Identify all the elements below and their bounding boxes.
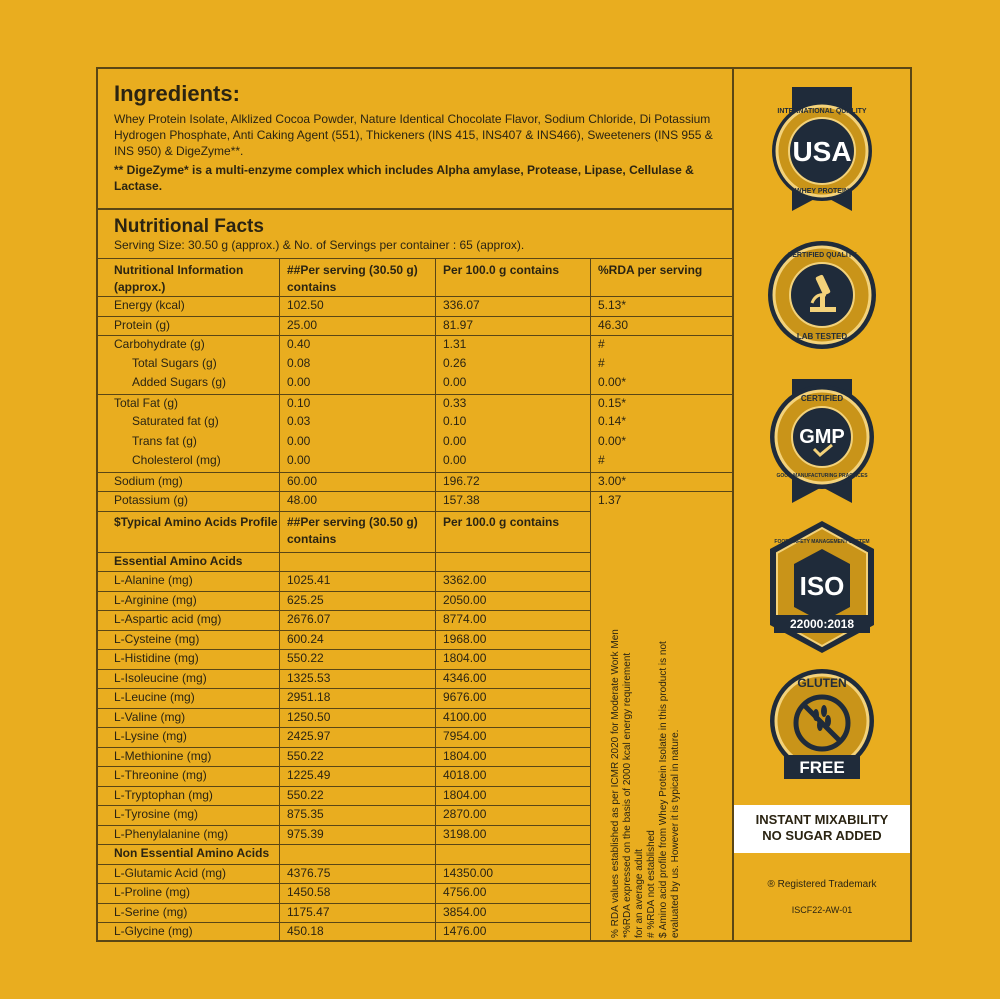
- iso-badge-top: FOOD SAFETY MANAGEMENT SYSTEM: [774, 539, 870, 545]
- nutrient-name: Potassium (g): [98, 491, 279, 511]
- amino-acid-value: 1175.47: [279, 903, 435, 923]
- table-header-2: ##Per serving (30.50 g) contains: [279, 258, 435, 296]
- nutrient-value: 0.33: [435, 394, 590, 414]
- nutrient-value: 0.00: [287, 375, 311, 389]
- claim-no-sugar-added: NO SUGAR ADDED: [762, 828, 882, 843]
- amino-acid-name: L-Lysine (mg): [98, 727, 279, 747]
- amino-acid-value: 1225.49: [279, 766, 435, 786]
- amino-acid-name: L-Serine (mg): [98, 903, 279, 923]
- rda-footnotes: [610, 629, 682, 938]
- amino-acid-value: 1804.00: [435, 747, 590, 767]
- nutrient-value: 25.00: [279, 316, 435, 336]
- amino-acid-value: 2050.00: [435, 591, 590, 611]
- nutrient-value: 0.00: [443, 433, 467, 448]
- amino-acid-value: 3198.00: [435, 825, 590, 845]
- nutrient-value: 48.00: [279, 491, 435, 511]
- nutrient-value: 46.30: [590, 316, 732, 336]
- amino-acid-value: 1325.53: [279, 669, 435, 689]
- amino-acid-name: L-Proline (mg): [98, 883, 279, 903]
- amino-acid-name: L-Glycine (mg): [98, 922, 279, 942]
- column-divider: [279, 258, 280, 942]
- footnote-line: # %RDA not established: [646, 829, 657, 938]
- nutrient-value: 0.03: [287, 414, 311, 428]
- amino-acid-value: 1250.50: [279, 708, 435, 728]
- batch-code: ISCF22-AW-01: [791, 905, 853, 915]
- nutrient-value: 0.00*: [598, 375, 627, 389]
- amino-acid-name: L-Glutamic Acid (mg): [98, 864, 279, 884]
- nutrient-name: Energy (kcal): [98, 296, 279, 316]
- amino-acid-value: 1025.41: [279, 571, 435, 591]
- column-divider: [590, 258, 591, 511]
- gmp-badge-top: CERTIFIED: [800, 394, 844, 403]
- amino-acid-name: L-Alanine (mg): [98, 571, 279, 591]
- gluten-badge-top: GLUTEN: [797, 676, 847, 690]
- nutrient-value: 81.97: [435, 316, 590, 336]
- nutrient-value: 102.50: [279, 296, 435, 316]
- lab-badge-top: CERTIFIED QUALITY: [787, 252, 857, 259]
- amino-acid-value: 600.24: [279, 630, 435, 650]
- nutrient-value: 0.00*: [598, 433, 627, 448]
- nutrition-table: [98, 258, 732, 940]
- amino-acid-value: 4756.00: [435, 883, 590, 903]
- table-header-4: %RDA per serving: [590, 258, 732, 296]
- amino-acid-value: 1968.00: [435, 630, 590, 650]
- nutrient-value: #: [598, 453, 605, 467]
- amino-acid-value: 3854.00: [435, 903, 590, 923]
- ingredients-section: [98, 69, 732, 210]
- amino-acid-value: 1804.00: [435, 649, 590, 669]
- table-header-3: Per 100.0 g contains: [435, 258, 590, 296]
- nutrient-value: 0.10: [279, 394, 435, 414]
- amino-acid-name: L-Histidine (mg): [98, 649, 279, 669]
- usa-whey-protein-badge: [764, 83, 880, 215]
- nutrient-value: 0.00: [287, 453, 311, 467]
- usa-badge-main: USA: [792, 136, 852, 167]
- nutrient-name: Total Sugars (g): [132, 355, 217, 370]
- ingredients-title: Ingredients:: [114, 81, 240, 106]
- nutrient-name: Trans fat (g): [132, 433, 197, 448]
- amino-header-2: ##Per serving (30.50 g) contains: [279, 511, 435, 552]
- claims-box: [734, 805, 910, 853]
- usa-badge-top: INTERNATIONAL QUALITY: [777, 108, 867, 115]
- registered-trademark: ® Registered Trademark: [767, 879, 877, 890]
- amino-acid-value: 4100.00: [435, 708, 590, 728]
- amino-acid-value: 2951.18: [279, 688, 435, 708]
- essential-amino-acids-label: Essential Amino Acids: [98, 552, 590, 572]
- amino-acid-value: 4018.00: [435, 766, 590, 786]
- amino-acid-name: L-Methionine (mg): [98, 747, 279, 767]
- amino-header-1: $Typical Amino Acids Profile: [98, 511, 279, 552]
- footnote-line: % RDA values established as per ICMR 2020 for Moderate Work Men: [610, 628, 621, 938]
- amino-acid-value: 975.39: [279, 825, 435, 845]
- usa-badge-bottom: WHEY PROTEIN: [795, 188, 849, 195]
- column-divider: [590, 511, 591, 942]
- gluten-free-badge: [764, 665, 880, 787]
- amino-acid-value: 4376.75: [279, 864, 435, 884]
- claim-instant-mixability: INSTANT MIXABILITY: [755, 812, 889, 827]
- nutrient-value: 0.00: [443, 453, 467, 467]
- nutrient-value: 0.26: [443, 355, 467, 370]
- column-divider: [435, 258, 436, 942]
- footnote-line: *%RDA expressed on the basis of 2000 kcal energy requirement: [622, 652, 633, 938]
- nutrient-name: Saturated fat (g): [132, 414, 219, 428]
- nutrient-value: 196.72: [435, 472, 590, 492]
- amino-acid-value: 875.35: [279, 805, 435, 825]
- iso-badge-main: ISO: [799, 571, 845, 601]
- nutrient-value: 0.40: [279, 335, 435, 355]
- footnote-line: $ Amino acid profile from Whey Protein Isolate in this product is not: [658, 640, 669, 938]
- amino-acid-value: 1476.00: [435, 922, 590, 942]
- amino-acid-value: 550.22: [279, 649, 435, 669]
- amino-acid-name: L-Leucine (mg): [98, 688, 279, 708]
- amino-acid-name: L-Cysteine (mg): [98, 630, 279, 650]
- nutrient-name: Added Sugars (g): [132, 375, 227, 389]
- amino-acid-name: L-Arginine (mg): [98, 591, 279, 611]
- nutrient-value: 1.37: [590, 491, 732, 511]
- amino-acid-value: 550.22: [279, 786, 435, 806]
- nutrient-name: Total Fat (g): [98, 394, 279, 414]
- nutrition-title: Nutritional Facts: [114, 216, 264, 237]
- nutrient-value: #: [590, 335, 732, 355]
- nutrient-value: 0.00: [443, 375, 467, 389]
- amino-acid-name: L-Aspartic acid (mg): [98, 610, 279, 630]
- nutrient-name: Sodium (mg): [98, 472, 279, 492]
- lab-tested-badge: [764, 237, 880, 353]
- nutrient-value: 0.14*: [598, 414, 627, 428]
- nutrient-value: 157.38: [435, 491, 590, 511]
- amino-acid-name: L-Isoleucine (mg): [98, 669, 279, 689]
- gluten-badge-bottom: FREE: [799, 758, 845, 777]
- amino-acid-value: 2425.97: [279, 727, 435, 747]
- nutrition-heading: [98, 210, 732, 258]
- amino-acid-value: 3362.00: [435, 571, 590, 591]
- nutrient-value: 60.00: [279, 472, 435, 492]
- amino-acid-name: L-Tyrosine (mg): [98, 805, 279, 825]
- lab-badge-bottom: LAB TESTED: [796, 332, 848, 341]
- footnote-line: evaluated by us. However it is typical in nature.: [670, 729, 681, 938]
- digezyme-note: ** DigeZyme* is a multi-enzyme complex which includes Alpha amylase, Protease, Lipase, Cellulase & Lactase.: [114, 163, 694, 193]
- amino-acid-value: 4346.00: [435, 669, 590, 689]
- amino-acid-value: 550.22: [279, 747, 435, 767]
- nutrient-value: 0.10: [443, 414, 467, 428]
- amino-acid-value: 8774.00: [435, 610, 590, 630]
- ingredients-text: Whey Protein Isolate, Alklized Cocoa Powder, Nature Identical Chocolate Flavor, Sodium Chloride, Di Potassium Hydrogen Phosphate, Anti Caking Agent (551), Thickeners (INS 415, INS407 & INS466), Sweeteners (INS 955 & INS 950) & DigeZyme**.: [114, 112, 713, 158]
- nutrient-value: 0.15*: [590, 394, 732, 414]
- iso-22000-badge: [764, 519, 880, 655]
- amino-acid-name: L-Threonine (mg): [98, 766, 279, 786]
- amino-acid-value: 14350.00: [435, 864, 590, 884]
- nutrition-panel: [98, 69, 734, 940]
- nutrient-name: Protein (g): [98, 316, 279, 336]
- gmp-badge-bottom: GOOD MANUFACTURING PRACTICES: [776, 473, 868, 479]
- label-panel: [96, 67, 912, 942]
- non-essential-amino-acids-label: Non Essential Amino Acids: [98, 844, 590, 864]
- table-header-1: Nutritional Information (approx.): [98, 258, 279, 296]
- iso-badge-bottom: 22000:2018: [789, 617, 855, 631]
- amino-acid-value: 625.25: [279, 591, 435, 611]
- amino-acid-name: L-Phenylalanine (mg): [98, 825, 279, 845]
- gmp-badge: [764, 375, 880, 507]
- badge-column: [734, 69, 910, 940]
- amino-acid-value: 1804.00: [435, 786, 590, 806]
- amino-acid-value: 2870.00: [435, 805, 590, 825]
- amino-acid-value: 2676.07: [279, 610, 435, 630]
- nutrient-value: 3.00*: [590, 472, 732, 492]
- amino-acid-value: 450.18: [279, 922, 435, 942]
- nutrient-name: Cholesterol (mg): [132, 453, 221, 467]
- nutrient-value: #: [598, 355, 605, 370]
- nutrient-value: 0.00: [287, 433, 311, 448]
- nutrient-value: 1.31: [435, 335, 590, 355]
- footnote-line: for an average adult: [634, 848, 645, 938]
- serving-size: Serving Size: 30.50 g (approx.) & No. of Servings per container : 65 (approx).: [114, 238, 525, 252]
- nutrient-value: 0.08: [287, 355, 311, 370]
- amino-acid-name: L-Valine (mg): [98, 708, 279, 728]
- amino-acid-value: 1450.58: [279, 883, 435, 903]
- amino-acid-value: 9676.00: [435, 688, 590, 708]
- amino-acid-value: 7954.00: [435, 727, 590, 747]
- amino-acid-name: L-Tryptophan (mg): [98, 786, 279, 806]
- nutrient-value: 5.13*: [590, 296, 732, 316]
- nutrient-name: Carbohydrate (g): [98, 335, 279, 355]
- amino-header-3: Per 100.0 g contains: [435, 511, 590, 552]
- nutrient-value: 336.07: [435, 296, 590, 316]
- gmp-badge-main: GMP: [799, 426, 845, 448]
